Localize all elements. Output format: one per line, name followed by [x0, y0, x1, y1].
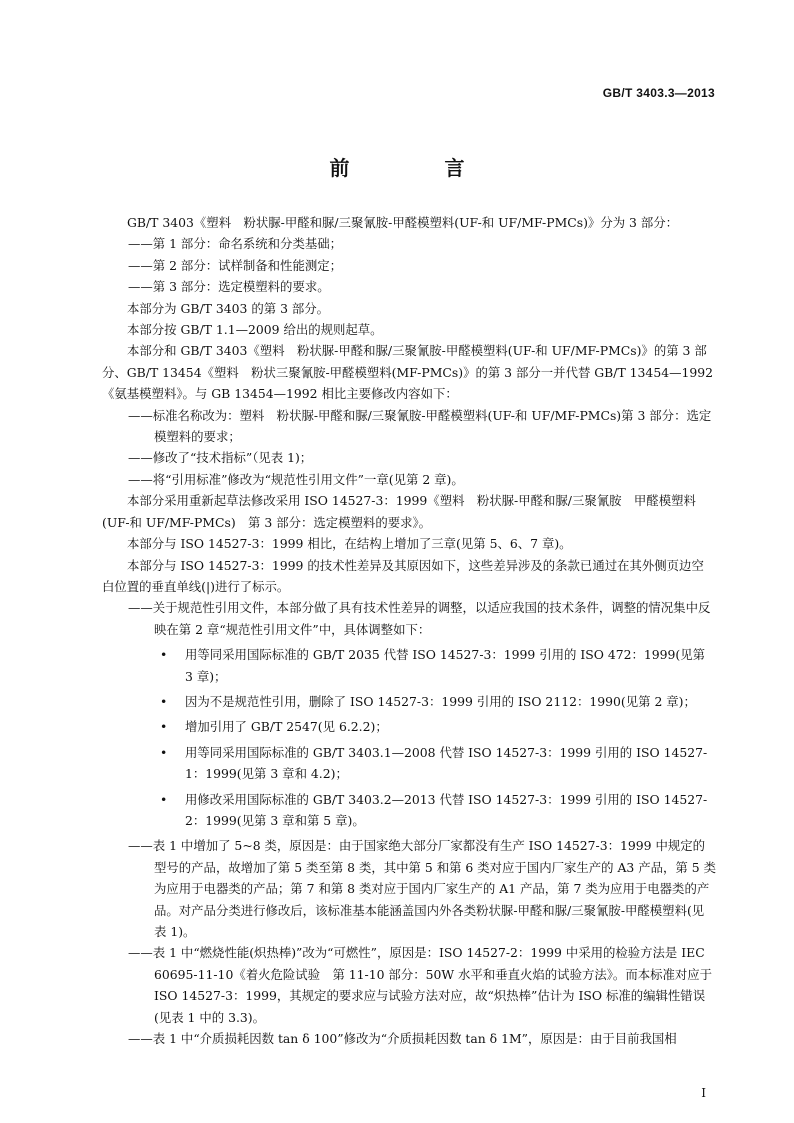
standard-code: GB/T 3403.3—2013 [602, 86, 715, 100]
bullet-icon: • [160, 719, 168, 735]
paragraph: GB/T 3403《塑料 粉状脲-甲醛和脲/三聚氰胺-甲醛模塑料(UF-和 UF/MF-PMCs)》分为 3 部分： [127, 215, 679, 230]
dash-item: ——第 1 部分：命名系统和分类基础； [128, 236, 343, 252]
paragraph: 本部分为 GB/T 3403 的第 3 部分。 [127, 300, 330, 316]
dash-item: ——关于规范性引用文件，本部分做了具有技术性差异的调整，以适应我国的技术条件，调整的情况集中反映在第 2 章“规范性引用文件”中，具体调整如下： [128, 600, 711, 637]
dash-item: ——表 1 中“介质损耗因数 tan δ 100”修改为“介质损耗因数 tan δ 1M”，原因是：由于目前我国相 [128, 1031, 677, 1047]
dash-item: ——第 2 部分：试样制备和性能测定； [128, 257, 343, 273]
bullet-item: • 用修改采用国际标准的 GB/T 3403.2—2013 代替 ISO 14527-3：1999 引用的 ISO 14527-2：1999(见第 3 章和第 5 章)。 [102, 789, 716, 832]
paragraph: 本部分按 GB/T 1.1—2009 给出的规则起草。 [127, 322, 383, 338]
bullet-item: • 用等同采用国际标准的 GB/T 3403.1—2008 代替 ISO 14527-3：1999 引用的 ISO 14527-1：1999(见第 3 章和 4.2)； [102, 742, 716, 785]
dash-item: ——修改了“技术指标”（见表 1)； [128, 450, 313, 466]
bullet-icon: • [160, 693, 168, 709]
dash-item: ——将“引用标准”修改为“规范性引用文件”一章(见第 2 章)。 [128, 471, 464, 487]
bullet-item: • 因为不是规范性引用，删除了 ISO 14527-3：1999 引用的 ISO 2112：1990(见第 2 章)； [102, 691, 716, 712]
bullet-icon: • [160, 647, 168, 663]
document-body [102, 212, 716, 1049]
bullet-item: • 增加引用了 GB/T 2547(见 6.2.2)； [102, 716, 716, 737]
page-number: I [701, 1086, 706, 1100]
bullet-item: • 用等同采用国际标准的 GB/T 2035 代替 ISO 14527-3：1999 引用的 ISO 472：1999(见第 3 章)； [102, 644, 716, 687]
bullet-icon: • [160, 791, 168, 807]
dash-item: ——表 1 中增加了 5~8 类，原因是：由于国家绝大部分厂家都没有生产 ISO 14527-3：1999 中规定的型号的产品，故增加了第 5 类至第 8 类，其中第 5 和第 6 类对应于国内厂家生产的 A3 产品，第 5 类为应用于电器类的产品；第 7 和第 8 类对应于国内厂家生产的 A1 产品，第 7 类为应用于电器类的产品。对产品分类进行修改后，该标准基本能涵盖国内外各类粉状脲-甲醛和脲/三聚氰胺-甲醛模塑料(见表 1)。 [128, 838, 716, 939]
paragraph: 本部分与 ISO 14527-3：1999 相比，在结构上增加了三章(见第 5、6、7 章)。 [127, 536, 572, 552]
bullet-icon: • [160, 744, 168, 760]
dash-item: ——标准名称改为：塑料 粉状脲-甲醛和脲/三聚氰胺-甲醛模塑料(UF-和 UF/MF-PMCs)第 3 部分：选定模塑料的要求； [128, 407, 712, 445]
dash-item: ——第 3 部分：选定模塑料的要求。 [128, 279, 330, 295]
paragraph: 本部分采用重新起草法修改采用 ISO 14527-3：1999《塑料 粉状脲-甲醛和脲/三聚氰胺 甲醛模塑料(UF-和 UF/MF-PMCs) 第 3 部分：选定模塑料的要求》。 [102, 493, 696, 530]
page-title: 前 言 [329, 156, 509, 180]
paragraph: 本部分和 GB/T 3403《塑料 粉状脲-甲醛和脲/三聚氰胺-甲醛模塑料(UF-和 UF/MF-PMCs)》的第 3 部分、GB/T 13454《塑料 粉状三聚氰胺-甲醛模塑料(MF-PMCs)》的第 3 部分一并代替 GB/T 13454—1992《氨基模塑料》。与 GB 13454—1992 相比主要修改内容如下： [102, 343, 714, 402]
dash-item: ——表 1 中“燃烧性能(炽热棒)”改为“可燃性”，原因是：ISO 14527-2：1999 中采用的检验方法是 IEC 60695-11-10《着火危险试验 第 11-10 部分：50W 水平和垂直火焰的试验方法》。而本标准对应于 ISO 14527-3：1999，其规定的要求应与试验方法对应，故“炽热棒”估计为 ISO 标准的编辑性错误(见表 1 中的 3.3)。 [128, 945, 713, 1025]
paragraph: 本部分与 ISO 14527-3：1999 的技术性差异及其原因如下，这些差异涉及的条款已通过在其外侧页边空白位置的垂直单线(|)进行了标示。 [102, 557, 704, 594]
